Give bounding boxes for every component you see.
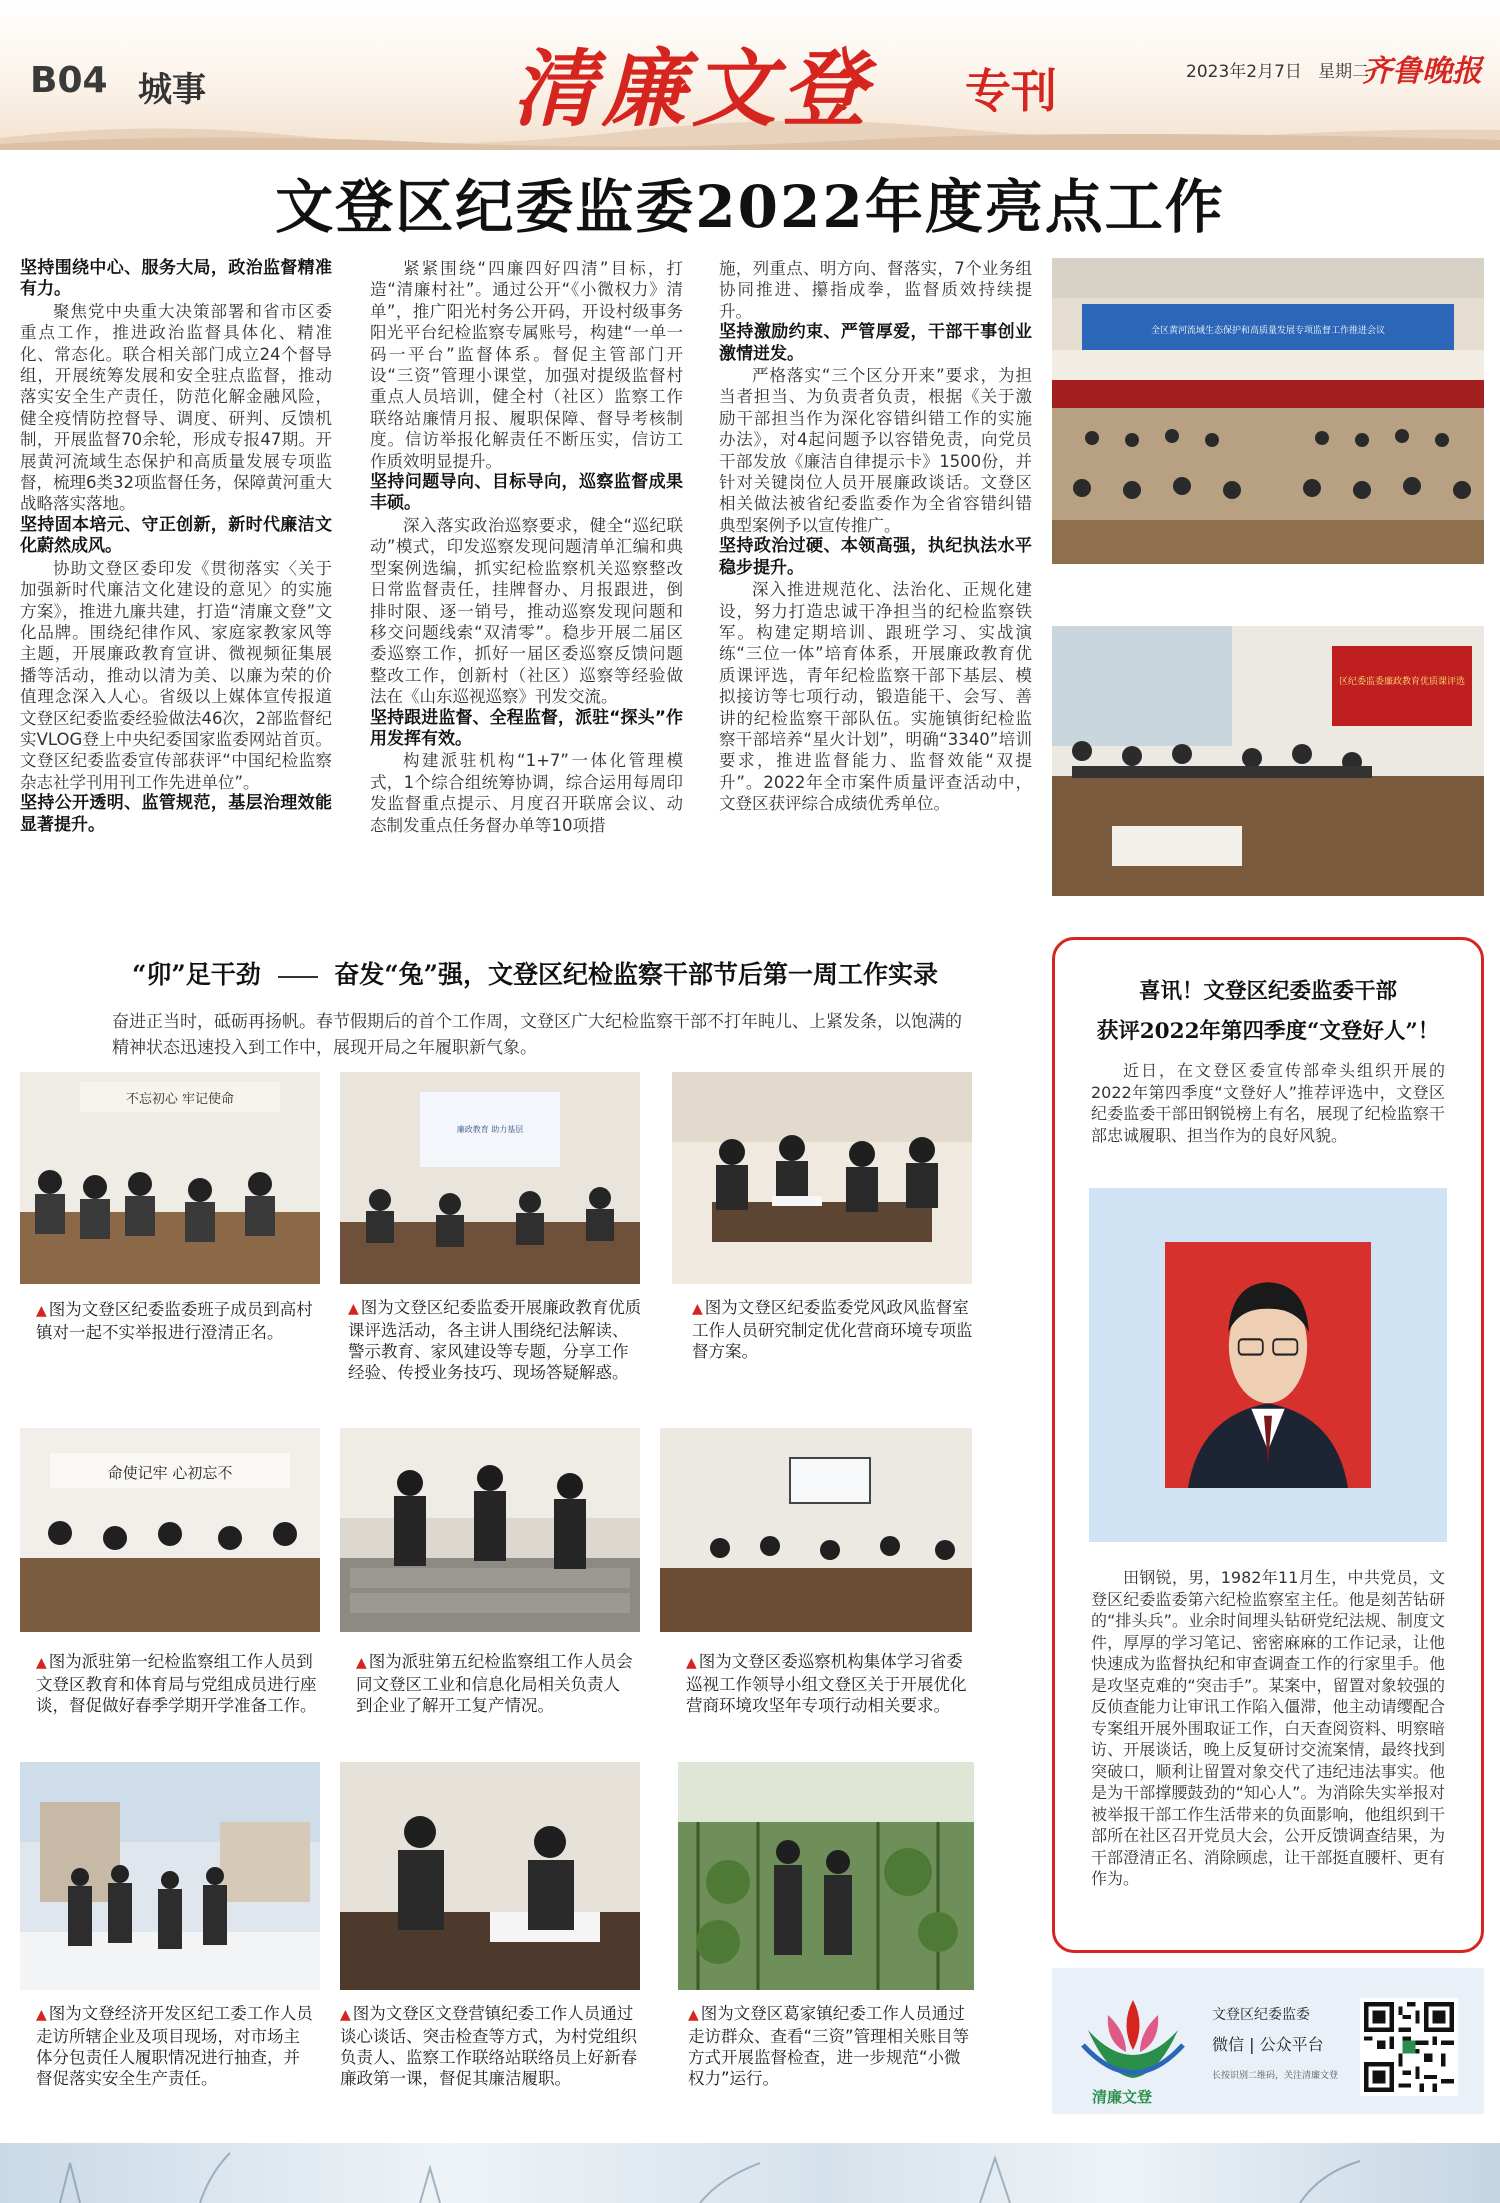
page-headline: 文登区纪委监委2022年度亮点工作 — [275, 173, 1225, 241]
photo-site-inspection — [20, 1762, 320, 1990]
caption-8: ▲ 图为文登区文登营镇纪委工作人员通过谈心谈话、突击检查等方式，为村党组织负责人、监察工作联络站联络员上好新春廉政第一课，督促其廉洁履职。 — [340, 2004, 637, 2088]
photo-factory-visit — [340, 1428, 640, 1632]
photo-conference-hall — [1052, 258, 1484, 564]
review-banner-text: 区纪委监委廉政教育优质课评选 — [1338, 677, 1466, 687]
screen-text: 廉政教育 助力基层 — [456, 1125, 524, 1134]
issue-date: 2023年2月7日 — [1186, 62, 1302, 82]
subheading: 坚持公开透明、监管规范，基层治理效能显著提升。 — [20, 793, 332, 835]
honor-intro: 近日，在文登区委宣传部牵头组织开展的2022年第四季度“文登好人”推荐评选中，文登区纪委监委干部田钢锐榜上有名，展现了纪检监察干部忠诚履职、担当作为的良好风貌。 — [1091, 1061, 1445, 1145]
newspaper-logo: 齐鲁晚报 — [1362, 54, 1482, 89]
subheading: 坚持围绕中心、服务大局，政治监督精准有力。 — [20, 258, 332, 300]
caption-9: ▲ 图为文登区葛家镇纪委工作人员通过走访群众、查看“三资”管理相关账目等方式开展监督检查，进一步规范“小微权力”运行。 — [688, 2004, 970, 2088]
photo-clarification-visit — [20, 1072, 320, 1284]
honor-bio: 田钢锐，男，1982年11月生，中共党员，文登区纪委监委第六纪检监察室主任。他是刻苦钻研的“排头兵”。业余时间埋头钻研党纪法规、制度文件，厚厚的学习笔记、密密麻麻的工作记录，让他快速成为监督执纪和审查调查工作的行家里手。他是攻坚克难的“突击手”。某案中，留置对象较强的反侦查能力让审讯工作陷入僵滞，他主动请缨配合专案组开展外围取证工作，白天查阅资料、明察暗访、开展谈话，晚上反复研讨交流案情，最终找到突破口，顺利让留置对象交代了违纪违法事实。他是为干部撑腰鼓劲的“知心人”。为消除失实举报对被举报干部工作生活带来的负面影响，他组织到干部所在社区召开党员大会，公开反馈调查结果，为干部澄清正名、消除顾虑，让干部挺直腰杆、更有作为。 — [1091, 1568, 1445, 1888]
caption-5: ▲ 图为派驻第五纪检监察组工作人员会同文登区工业和信息化局相关负责人到企业了解开工复产情况。 — [356, 1652, 633, 1715]
section-name: 城事 — [138, 70, 206, 110]
portrait-frame — [1089, 1188, 1447, 1542]
feature-intro: 奋进正当时，砥砺再扬帆。春节假期后的首个工作周，文登区广大纪检监察干部不打年盹儿、上紧发条，以饱满的精神状态迅速投入到工作中，展现开局之年履职新气象。 — [112, 1012, 962, 1058]
caption-6: ▲ 图为文登区委巡察机构集体学习省委巡视工作领导小组文登区关于开展优化营商环境攻坚年专项行动相关要求。 — [686, 1652, 967, 1715]
page-number: B04 — [30, 60, 108, 101]
paragraph: 施，列重点、明方向、督落实，7个业务组协同推进、攥指成拳，监督质效持续提升。 — [719, 259, 1032, 321]
triangle-marker-icon: ▲ — [36, 2007, 47, 2023]
honor-title-line-1: 喜讯！文登区纪委监委干部 — [1138, 979, 1397, 1004]
caption-2: ▲ 图为文登区纪委监委开展廉政教育优质课评选活动，各主讲人围绕纪法解读、警示教育、家风建设等专题，分享工作经验、传授业务技巧、现场答疑解惑。 — [348, 1298, 642, 1382]
paragraph: 深入落实政治巡察要求，健全“巡纪联动”模式，印发巡察发现问题清单汇编和典型案例选编，抓实纪检监察机关巡察整改日常监督责任，挂牌督办、月报跟进，倒排时限、逐一销号，推动巡察发现问题和移交问题线索“双清零”。稳步开展二届区委巡察工作，抓好一届区委巡察反馈问题整改工作，创新村（社区）巡察等经验做法在《山东巡视巡察》刊发交流。 — [370, 515, 683, 707]
photo-lecture-evaluation — [340, 1072, 640, 1284]
triangle-marker-icon: ▲ — [356, 1655, 367, 1671]
feature-title-left: “卯”足干劲 — [132, 960, 261, 989]
wechat-org: 文登区纪委监委 — [1212, 2007, 1310, 2023]
honor-title-line-2: 获评2022年第四季度“文登好人”！ — [1096, 1019, 1440, 1044]
subheading: 坚持问题导向、目标导向，巡察监督成果丰硕。 — [370, 472, 683, 514]
issue-weekday: 星期二 — [1318, 62, 1370, 82]
subheading: 坚持激励约束、严管厚爱，干部干事创业激情迸发。 — [719, 322, 1032, 364]
logo-text: 清廉文登 — [1092, 2088, 1153, 2106]
meeting-banner-text: 全区黄河流域生态保护和高质量发展专项监督工作推进会议 — [1150, 326, 1386, 336]
paragraph: 严格落实“三个区分开来”要求，为担当者担当、为负责者负责，根据《关于激励干部担当作为深化容错纠错工作的实施办法》，对4起问题予以容错免责，向党员干部发放《廉洁自律提示卡》1500份，并针对关键岗位人员开展廉政谈话。文登区相关做法被省纪委监委作为全省容错纠错典型案例予以宣传推广。 — [719, 366, 1032, 535]
article-column-2 — [370, 258, 683, 836]
special-edition-subtitle: 专刊 — [965, 64, 1057, 118]
photo-inspection-study-session — [660, 1428, 972, 1632]
slogan-wall-2: 命使记牢 心初忘不 — [107, 1464, 233, 1482]
photo-course-review — [1052, 626, 1484, 896]
qr-code[interactable] — [1360, 1998, 1458, 2096]
article-column-3 — [719, 258, 1032, 815]
footer-decoration — [0, 2143, 1500, 2203]
paragraph: 协助文登区委印发《贯彻落实〈关于加强新时代廉洁文化建设的意见〉的实施方案》，推进九廉共建，打造“清廉文登”文化品牌。围绕纪律作风、家庭家教家风等主题，开展廉政教育宣讲、微视频征集展播等活动，推动以清为美、以廉为荣的价值理念深入人心。省级以上媒体宣传报道文登区纪委监委经验做法46次，2部监督纪实VLOG登上中央纪委国家监委网站首页。文登区纪委监委宣传部获评“中国纪检监察杂志社学刊用刊工作先进单位”。 — [20, 558, 332, 792]
paragraph: 紧紧围绕“四廉四好四清”目标，打造“清廉村社”。通过公开“《小微权力》清单”，推广阳光村务公开码，开设村级事务阳光平台纪检监察专属账号，构建“一单一码一平台”监督体系。督促主管部门开设“三资”管理小课堂，加强对提级监督村重点人员培训，健全村（社区）监察工作联络站廉情月报、履职保障、督导考核制度。信访举报化解责任不断压实，信访工作质效明显提升。 — [370, 259, 683, 471]
wechat-platform: 微信 | 公众平台 — [1212, 2035, 1324, 2054]
caption-3: ▲ 图为文登区纪委监委党风政风监督室工作人员研究制定优化营商环境专项监督方案。 — [692, 1298, 973, 1361]
honor-title — [1055, 972, 1481, 1052]
photo-business-environment-study — [672, 1072, 972, 1284]
paragraph: 聚焦党中央重大决策部署和省市区委重点工作，推进政治监督具体化、精准化、常态化。联合相关部门成立24个督导组，开展统筹发展和安全驻点监督，推动落实安全生产责任，防范化解金融风险，健全疫情防控督导、调度、研判、反馈机制，开展监督70余轮，形成专报47期。开展黄河流域生态保护和高质量发展专项监督，梳理6类32项监督任务，保障黄河重大战略落实落地。 — [20, 301, 332, 514]
article-column-1 — [20, 258, 332, 836]
triangle-marker-icon: ▲ — [348, 1301, 359, 1317]
portrait-photo — [1165, 1242, 1371, 1488]
date-line — [1186, 57, 1369, 82]
qinglian-logo-icon — [1068, 1980, 1198, 2100]
triangle-marker-icon: ▲ — [340, 2007, 351, 2023]
caption-1: ▲ 图为文登区纪委监委班子成员到高村镇对一起不实举报进行澄清正名。 — [36, 1300, 313, 1342]
caption-7: ▲ 图为文登经济开发区纪工委工作人员走访所辖企业及项目现场，对市场主体分包责任人履职情况进行抽查，并督促落实安全生产责任。 — [36, 2004, 313, 2088]
honor-box — [1052, 937, 1484, 1953]
slogan-wall-1: 不忘初心 牢记使命 — [125, 1092, 235, 1107]
photo-education-bureau-talk — [20, 1428, 320, 1632]
triangle-marker-icon: ▲ — [36, 1655, 47, 1671]
triangle-marker-icon: ▲ — [692, 1301, 703, 1317]
qr-code-icon — [1364, 2002, 1454, 2092]
photo-heart-to-heart-talk — [340, 1762, 640, 1990]
subheading: 坚持固本培元、守正创新，新时代廉洁文化蔚然成风。 — [20, 514, 332, 557]
triangle-marker-icon: ▲ — [36, 1303, 47, 1319]
special-edition-title: 清廉文登 — [512, 39, 873, 138]
caption-4: ▲ 图为派驻第一纪检监察组工作人员到文登区教育和体育局与党组成员进行座谈，督促做好春季学期开学准备工作。 — [36, 1652, 317, 1715]
wechat-hint: 长按识别二维码，关注清廉文登 — [1212, 2071, 1339, 2081]
feature-title-right: 奋发“兔”强，文登区纪检监察干部节后第一周工作实录 — [334, 960, 938, 989]
subheading: 坚持政治过硬、本领高强，执纪执法水平稳步提升。 — [719, 536, 1032, 578]
triangle-marker-icon: ▲ — [688, 2007, 699, 2023]
feature-title — [20, 955, 1050, 991]
photo-greenhouse-visit — [678, 1762, 974, 1990]
paragraph: 构建派驻机构“1+7”一体化管理模式，1个综合组统筹协调，综合运用每周印发监督重点提示、月度召开联席会议、动态制发重点任务督办单等10项措 — [370, 751, 683, 835]
paragraph: 深入推进规范化、法治化、正规化建设，努力打造忠诚干净担当的纪检监察铁军。构建定期培训、跟班学习、实战演练“三位一体”培育体系，开展廉政教育优质课评选，青年纪检监察干部下基层、模拟接访等七项行动，锻造能干、会写、善讲的纪检监察干部队伍。实施镇街纪检监察干部培养“星火计划”，明确“3340”培训要求，推进监督能力、监督效能“双提升”。2022年全市案件质量评查活动中，文登区获评综合成绩优秀单位。 — [719, 580, 1032, 814]
triangle-marker-icon: ▲ — [686, 1655, 697, 1671]
title-divider — [278, 976, 318, 978]
wechat-promo — [1052, 1968, 1484, 2114]
subheading: 坚持跟进监督、全程监督，派驻“探头”作用发挥有效。 — [370, 707, 683, 749]
